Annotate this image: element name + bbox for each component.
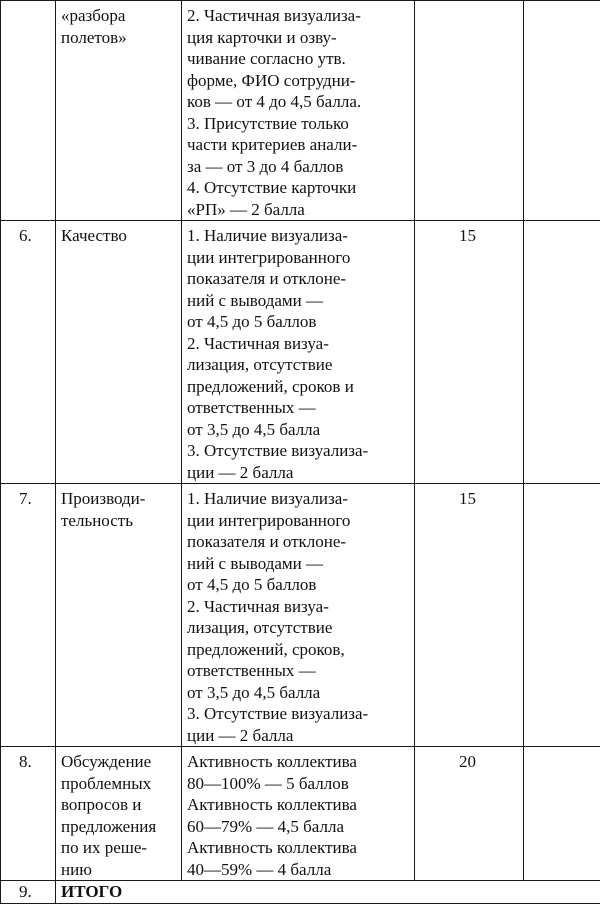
scale-line: 60—79% — 4,5 балла xyxy=(187,816,410,838)
points-value: 15 xyxy=(415,484,523,510)
points-cell xyxy=(415,221,524,484)
scale-text xyxy=(182,221,414,483)
scale-line: 3. Отсутствие визуализа- xyxy=(187,703,410,725)
scale-line: 40—59% — 4 балла xyxy=(187,859,410,881)
scale-line: от 4,5 до 5 баллов xyxy=(187,574,410,596)
row-number-cell xyxy=(1,484,56,747)
criterion-line: вопросов и xyxy=(61,794,177,816)
row-number: 8. xyxy=(1,747,55,773)
score-value xyxy=(524,747,600,751)
scale-line: части критериев анали- xyxy=(187,134,410,156)
scale-line: за — от 3 до 4 баллов xyxy=(187,156,410,178)
scale-line: 3. Присутствие только xyxy=(187,113,410,135)
scale-line: предложений, сроков и xyxy=(187,376,410,398)
criterion-text xyxy=(56,484,181,531)
points-value xyxy=(415,1,523,5)
score-value xyxy=(524,484,600,488)
scale-line: 1. Наличие визуализа- xyxy=(187,488,410,510)
total-row xyxy=(1,881,600,904)
row-number-cell xyxy=(1,1,56,221)
score-value xyxy=(524,221,600,225)
scale-line: от 4,5 до 5 баллов xyxy=(187,311,410,333)
scale-line: ции интегрированного xyxy=(187,247,410,269)
row-number-cell xyxy=(1,221,56,484)
scale-line: ции интегрированного xyxy=(187,510,410,532)
points-cell xyxy=(415,1,524,221)
scale-line: ний с выводами — xyxy=(187,553,410,575)
points-value: 20 xyxy=(415,747,523,773)
scale-cell xyxy=(182,1,415,221)
criterion-line: Качество xyxy=(61,225,177,247)
score-cell xyxy=(524,221,600,484)
scale-line: ция карточки и озву- xyxy=(187,27,410,49)
row-number xyxy=(1,1,55,5)
scale-line: показателя и отклоне- xyxy=(187,268,410,290)
criterion-line: нию xyxy=(61,859,177,881)
scale-line: Активность коллектива xyxy=(187,794,410,816)
scale-text xyxy=(182,1,414,220)
scale-line: 2. Частичная визуализа- xyxy=(187,5,410,27)
scale-line: ции — 2 балла xyxy=(187,725,410,747)
criterion-line: Производи- xyxy=(61,488,177,510)
points-cell xyxy=(415,747,524,881)
points-cell xyxy=(415,484,524,747)
scale-line: «РП» — 2 балла xyxy=(187,199,410,221)
scale-line: лизация, отсутствие xyxy=(187,354,410,376)
total-number: 9. xyxy=(1,881,55,903)
table-row xyxy=(1,484,600,747)
criterion-text xyxy=(56,747,181,880)
scale-text xyxy=(182,747,414,880)
criterion-cell xyxy=(56,484,182,747)
scale-line: ции — 2 балла xyxy=(187,462,410,484)
total-label: ИТОГО xyxy=(56,881,600,903)
total-number-cell xyxy=(1,881,56,904)
scale-line: лизация, отсутствие xyxy=(187,617,410,639)
scale-line: 1. Наличие визуализа- xyxy=(187,225,410,247)
scale-line: 4. Отсутствие карточки xyxy=(187,177,410,199)
scale-line: 2. Частичная визуа- xyxy=(187,596,410,618)
criterion-line: тельность xyxy=(61,510,177,532)
scale-line: ков — от 4 до 4,5 балла. xyxy=(187,91,410,113)
points-value: 15 xyxy=(415,221,523,247)
criterion-line: предложения xyxy=(61,816,177,838)
total-label-cell xyxy=(56,881,600,904)
criterion-line: по их реше- xyxy=(61,837,177,859)
score-cell xyxy=(524,1,600,221)
score-cell xyxy=(524,747,600,881)
scale-cell xyxy=(182,484,415,747)
criterion-cell xyxy=(56,1,182,221)
scale-line: от 3,5 до 4,5 балла xyxy=(187,419,410,441)
criterion-line: Обсуждение xyxy=(61,751,177,773)
row-number-cell xyxy=(1,747,56,881)
scale-text xyxy=(182,484,414,746)
table-row xyxy=(1,1,600,221)
criterion-text xyxy=(56,1,181,48)
table-row xyxy=(1,221,600,484)
score-cell xyxy=(524,484,600,747)
scale-line: от 3,5 до 4,5 балла xyxy=(187,682,410,704)
score-value xyxy=(524,1,600,5)
scale-line: 3. Отсутствие визуализа- xyxy=(187,440,410,462)
scale-line: ответственных — xyxy=(187,397,410,419)
scale-line: показателя и отклоне- xyxy=(187,531,410,553)
row-number: 7. xyxy=(1,484,55,510)
scale-line: чивание согласно утв. xyxy=(187,48,410,70)
scale-line: 80—100% — 5 баллов xyxy=(187,773,410,795)
scale-line: Активность коллектива xyxy=(187,837,410,859)
criterion-text xyxy=(56,221,181,247)
criterion-line: «разбора xyxy=(61,5,177,27)
table-row xyxy=(1,747,600,881)
criterion-line: проблемных xyxy=(61,773,177,795)
table-body xyxy=(1,1,600,904)
row-number: 6. xyxy=(1,221,55,247)
scale-line: ответственных — xyxy=(187,660,410,682)
criterion-line: полетов» xyxy=(61,27,177,49)
scale-line: предложений, сроков, xyxy=(187,639,410,661)
criterion-cell xyxy=(56,221,182,484)
scale-line: форме, ФИО сотрудни- xyxy=(187,70,410,92)
scale-line: Активность коллектива xyxy=(187,751,410,773)
scale-line: ний с выводами — xyxy=(187,290,410,312)
scale-line: 2. Частичная визуа- xyxy=(187,333,410,355)
criterion-cell xyxy=(56,747,182,881)
scale-cell xyxy=(182,221,415,484)
scale-cell xyxy=(182,747,415,881)
